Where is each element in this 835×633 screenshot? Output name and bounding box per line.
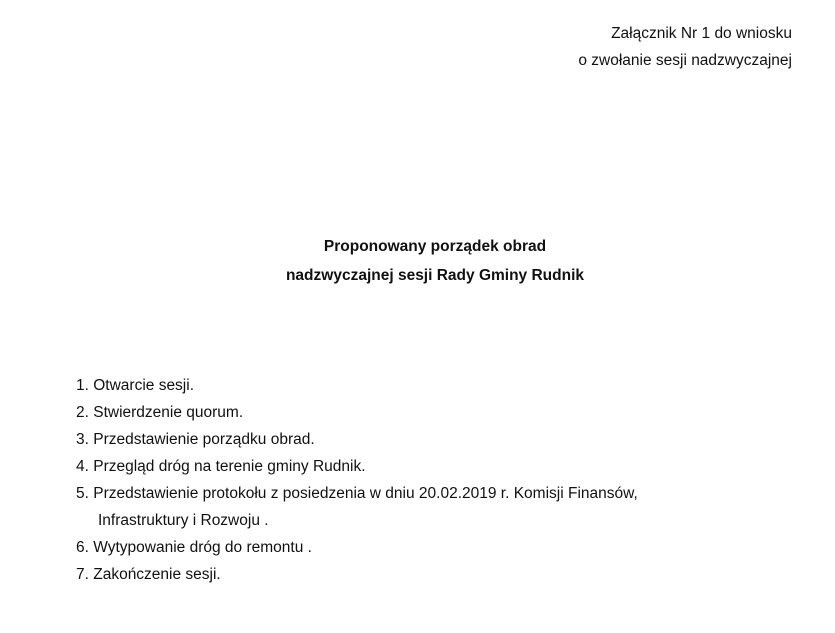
title-line-1: Proponowany porządek obrad xyxy=(323,238,547,255)
agenda-item-4: 4. Przegląd dróg na terenie gminy Rudnik. xyxy=(76,458,366,475)
agenda-list xyxy=(76,372,638,588)
agenda-item-1: 1. Otwarcie sesji. xyxy=(76,377,195,394)
agenda-item-5-continuation: Infrastruktury i Rozwoju . xyxy=(98,512,269,529)
agenda-item-7: 7. Zakończenie sesji. xyxy=(76,566,221,583)
agenda-item-6: 6. Wytypowanie dróg do remontu . xyxy=(76,539,312,556)
agenda-item-3: 3. Przedstawienie porządku obrad. xyxy=(76,431,315,448)
title-line-2: nadzwyczajnej sesji Rady Gminy Rudnik xyxy=(285,267,585,284)
agenda-item-2: 2. Stwierdzenie quorum. xyxy=(76,404,244,421)
annex-line-1: Załącznik Nr 1 do wniosku xyxy=(611,25,792,42)
document-title xyxy=(0,232,835,290)
annex-reference xyxy=(578,20,792,74)
annex-line-2: o zwołanie sesji nadzwyczajnej xyxy=(578,52,792,69)
agenda-item-5: 5. Przedstawienie protokołu z posiedzenia w dniu 20.02.2019 r. Komisji Finansów, xyxy=(76,485,638,502)
